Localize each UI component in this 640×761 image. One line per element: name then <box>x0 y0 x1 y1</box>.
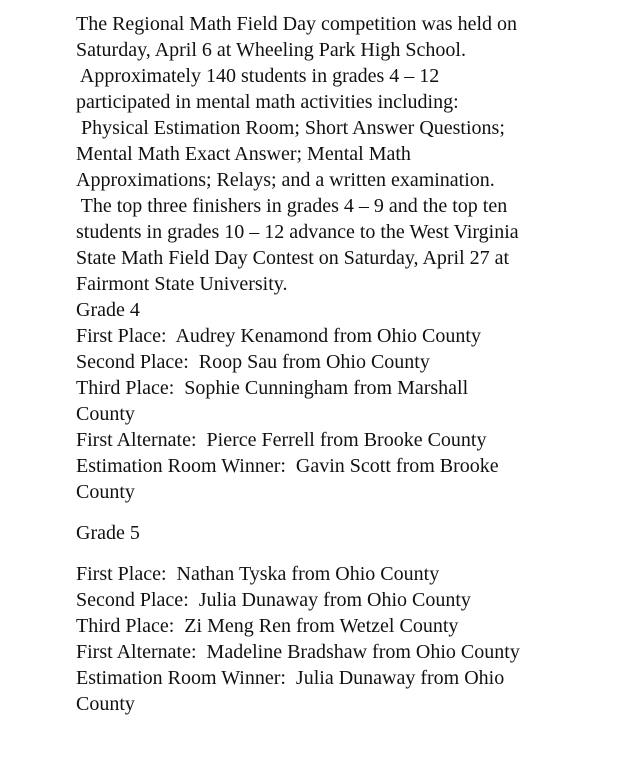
winner-line: Third Place: Zi Meng Ren from Wetzel County <box>76 615 459 637</box>
section-spacer <box>76 546 636 561</box>
text-line: Approximately 140 students in grades 4 – 12 <box>76 65 440 87</box>
winner-line: First Place: Audrey Kenamond from Ohio County <box>76 325 481 347</box>
winner-line: First Place: Nathan Tyska from Ohio County <box>76 563 440 585</box>
section-spacer <box>76 505 636 520</box>
text-line: The top three finishers in grades 4 – 9 and the top ten <box>76 195 508 217</box>
grade-5-section <box>76 520 636 717</box>
text-line: The Regional Math Field Day competition was held on <box>76 13 518 35</box>
text-line: Mental Math Exact Answer; Mental Math <box>76 143 411 165</box>
text-line: Saturday, April 6 at Wheeling Park High School. <box>76 39 466 61</box>
winner-line: Estimation Room Winner: Gavin Scott from Brooke <box>76 455 499 477</box>
winner-line: County <box>76 693 135 715</box>
document-body <box>76 11 636 717</box>
winner-line: Second Place: Julia Dunaway from Ohio County <box>76 589 471 611</box>
winner-line: First Alternate: Pierce Ferrell from Brooke County <box>76 429 487 451</box>
grade-4-section <box>76 297 636 505</box>
grade-4-heading: Grade 4 <box>76 299 140 321</box>
text-line: State Math Field Day Contest on Saturday, April 27 at <box>76 247 510 269</box>
winner-line: County <box>76 403 135 425</box>
intro-paragraph <box>76 11 636 297</box>
text-line: Approximations; Relays; and a written examination. <box>76 169 495 191</box>
winner-line: County <box>76 481 135 503</box>
text-line: participated in mental math activities including: <box>76 91 459 113</box>
text-line: Fairmont State University. <box>76 273 288 295</box>
grade-5-heading: Grade 5 <box>76 522 140 544</box>
winner-line: Second Place: Roop Sau from Ohio County <box>76 351 430 373</box>
winner-line: First Alternate: Madeline Bradshaw from Ohio County <box>76 641 520 663</box>
winner-line: Third Place: Sophie Cunningham from Marshall <box>76 377 469 399</box>
text-line: students in grades 10 – 12 advance to the West Virginia <box>76 221 519 243</box>
text-line: Physical Estimation Room; Short Answer Questions; <box>76 117 505 139</box>
winner-line: Estimation Room Winner: Julia Dunaway from Ohio <box>76 667 505 689</box>
